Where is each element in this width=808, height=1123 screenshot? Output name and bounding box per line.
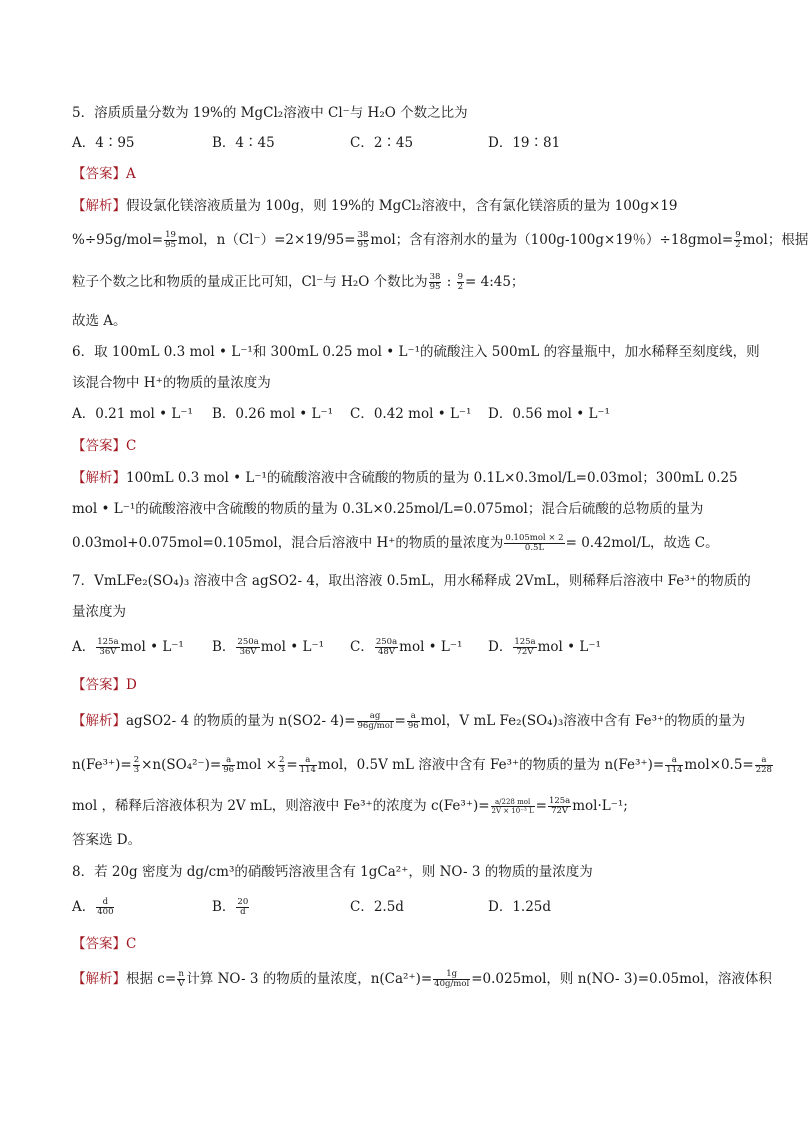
q6-option-b: B．0.26 mol • L⁻¹ [212, 406, 334, 422]
answer-tag: 【答案】 [72, 677, 126, 693]
q6-option-d: D．0.56 mol • L⁻¹ [488, 406, 610, 422]
answer-value: C [126, 936, 137, 952]
q6-analysis-line1 [72, 468, 738, 488]
q5-option-c: C．2∶45 [350, 135, 414, 151]
q6-analysis-line3 [72, 533, 719, 553]
analysis-tag: 【解析】 [72, 470, 126, 486]
q7-stem-line1: 7．VmLFe₂(SO₄)₃ 溶液中含 agSO2- 4，取出溶液 0.5mL，用水稀释成 2VmL，则稀释后溶液中 Fe³⁺的物质的 [72, 573, 751, 589]
fraction: $\frac{9}{2}$ [457, 272, 463, 292]
analysis-text: mol；含有溶剂水的量为（100g-100g×19％）÷18gmol= [370, 232, 734, 248]
fraction: $\frac{38}{95}$ [357, 230, 369, 250]
q5-analysis-line3: 粒子个数之比和物质的量成正比可知，Cl⁻与 H₂O 个数比为 $\frac{38}{95}$ : $\frac{9}{2}$ = 4:45； [72, 272, 525, 292]
analysis-tag: 【解析】 [72, 971, 126, 987]
analysis-tag: 【解析】 [72, 198, 126, 214]
analysis-text: %÷95g/mol= [72, 232, 164, 248]
q7-analysis-line3: mol ，稀释后溶液体积为 2V mL，则溶液中 Fe³⁺的浓度为 c(Fe³⁺)= $\frac{\text{a/228 mol}}{\text{2V × 10⁻³ L}}$ = $\frac{125a}{72V}$ mol·L⁻¹; [72, 796, 628, 816]
q7-option-d: D． $\frac{125a}{72V}$ mol • L⁻¹ [488, 637, 601, 657]
q7-conclusion: 答案选 D。 [72, 832, 142, 848]
answer-value: D [126, 677, 137, 693]
answer-tag: 【答案】 [72, 936, 126, 952]
q7-stem-line2: 量浓度为 [72, 604, 126, 620]
q5-analysis-line2 [72, 230, 808, 250]
q7-option-c: C． $\frac{250a}{48V}$ mol • L⁻¹ [350, 637, 463, 657]
q7-answer [72, 675, 137, 695]
answer-value: A [126, 166, 136, 182]
q8-analysis-line1: 【解析】根据 c= $\frac{n}{V}$ 计算 NO- 3 的物质的量浓度，n(Ca²⁺)= $\frac{1g}{\text{40g/mol}}$ =0.025mol，则 n(NO- 3)=0.05mol，溶液体积 [72, 969, 772, 989]
q5-option-a: A．4∶95 [72, 135, 135, 151]
answer-tag: 【答案】 [72, 438, 126, 454]
q8-answer [72, 934, 136, 954]
q6-stem-line1: 6．取 100mL 0.3 mol • L⁻¹和 300mL 0.25 mol • L⁻¹的硫酸注入 500mL 的容量瓶中，加水稀释至刻度线，则 [72, 344, 760, 360]
q6-analysis-line2: mol • L⁻¹的硫酸溶液中含硫酸的物质的量为 0.3L×0.25mol/L=0.075mol；混合后硫酸的总物质的量为 [72, 501, 704, 517]
analysis-text: 0.03mol+0.075mol=0.105mol，混合后溶液中 H⁺的物质的量浓度为 [72, 535, 504, 551]
q6-answer [72, 436, 136, 456]
analysis-text: mol，n（Cl⁻）=2×19/95= [177, 232, 356, 248]
q5-option-b: B．4∶45 [212, 135, 275, 151]
q6-stem-line2: 该混合物中 H⁺的物质的量浓度为 [72, 375, 271, 391]
q5-answer [72, 164, 136, 184]
fraction: $\frac{19}{95}$ [165, 230, 176, 250]
fraction: $\frac{\text{0.105mol × 2}}{0.5L}$ [505, 533, 564, 553]
q5-analysis-line1 [72, 196, 678, 216]
q8-option-a: A． $\frac{d}{400}$ [72, 897, 114, 917]
q5-conclusion: 故选 A。 [72, 313, 127, 329]
analysis-text: mol；根据 [742, 232, 808, 248]
q6-option-c: C．0.42 mol • L⁻¹ [350, 406, 472, 422]
analysis-tag: 【解析】 [72, 713, 126, 729]
analysis-text: 100mL 0.3 mol • L⁻¹的硫酸溶液中含硫酸的物质的量为 0.1L×0.3mol/L=0.03mol；300mL 0.25 [126, 470, 738, 486]
fraction: $\frac{9}{2}$ [735, 230, 741, 250]
analysis-text: 假设氯化镁溶液质量为 100g，则 19%的 MgCl₂溶液中，含有氯化镁溶质的量为 100g×19 [126, 198, 678, 214]
q6-option-a: A．0.21 mol • L⁻¹ [72, 406, 193, 422]
analysis-text: = 4:45； [465, 274, 525, 290]
q8-option-b: B． $\frac{20}{d}$ [212, 897, 249, 917]
fraction: $\frac{38}{95}$ [429, 272, 441, 292]
q8-option-c: C．2.5d [350, 899, 404, 915]
analysis-text: = 0.42mol/L，故选 C。 [565, 535, 719, 551]
q8-option-d: D．1.25d [488, 899, 552, 915]
q7-option-b: B． $\frac{250a}{36V}$ mol • L⁻¹ [212, 637, 325, 657]
q5-stem: 5．溶质质量分数为 19%的 MgCl₂溶液中 Cl⁻与 H₂O 个数之比为 [72, 105, 468, 121]
analysis-text: 粒子个数之比和物质的量成正比可知，Cl⁻与 H₂O 个数比为 [72, 274, 428, 290]
q8-stem: 8．若 20g 密度为 dg/cm³的硝酸钙溶液里含有 1gCa²⁺，则 NO- 3 的物质的量浓度为 [72, 864, 593, 880]
answer-tag: 【答案】 [72, 166, 126, 182]
answer-value: C [126, 438, 137, 454]
q7-analysis-line2: n(Fe³⁺)= $\frac{2}{3}$ ×n(SO₄²⁻)= $\frac{a}{96}$ mol × $\frac{2}{3}$ = $\frac{a}{114}$ mol，0.5V mL 溶液中含有 Fe³⁺的物质的量为 n(Fe³⁺)= $\frac{a}{114}$ mol×0.5= $\frac{a}{228}$ [72, 755, 772, 775]
q7-option-a: A． $\frac{125a}{36V}$ mol • L⁻¹ [72, 637, 184, 657]
q7-analysis-line1: 【解析】agSO2- 4 的物质的量为 n(SO2- 4)= $\frac{ag}{\text{96g/mol}}$ = $\frac{a}{96}$ mol，V mL Fe₂(SO₄)₃溶液中含有 Fe³⁺的物质的量为 [72, 711, 746, 731]
q5-option-d: D．19∶81 [488, 135, 561, 151]
